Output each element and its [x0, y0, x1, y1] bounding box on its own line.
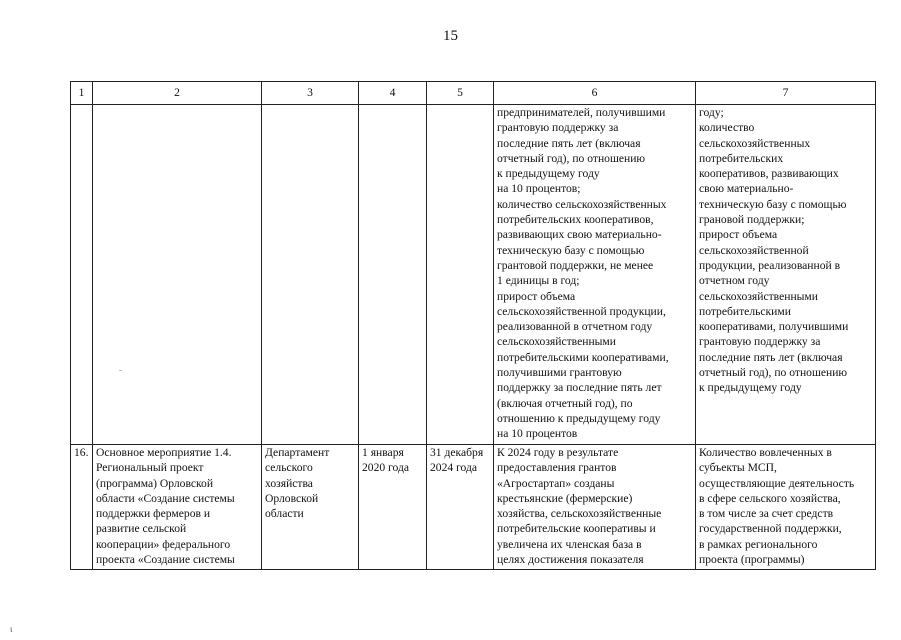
cell-number — [71, 105, 93, 445]
header-cell-5: 5 — [427, 82, 494, 105]
header-cell-6: 6 — [494, 82, 696, 105]
header-row — [71, 82, 876, 105]
cell-start-date — [359, 105, 427, 445]
cell-measure-name: Основное мероприятие 1.4. Региональный проект (программа) Орловской области «Создание системы поддержки фермеров и развитие сельской кооперации» федерального проекта «Создание системы — [93, 445, 262, 570]
cell-measure-name — [93, 105, 262, 445]
cell-start-date: 1 января 2020 года — [359, 445, 427, 570]
measures-table — [70, 81, 876, 570]
cell-number: 16. — [71, 445, 93, 570]
header-cell-2: 2 — [93, 82, 262, 105]
table-row-16 — [71, 445, 876, 570]
page-number: 15 — [443, 28, 458, 44]
table-row-continuation — [71, 105, 876, 445]
cell-expected-result: К 2024 году в результате предоставления грантов «Агростартап» созданы крестьянские (фермерские) хозяйства, сельскохозяйственные потребительские кооперативы и увеличена их членская база в целях достижения показателя — [494, 445, 696, 570]
header-cell-1: 1 — [71, 82, 93, 105]
header-cell-4: 4 — [359, 82, 427, 105]
scan-mark: ι — [10, 624, 13, 634]
cell-executor: Департамент сельского хозяйства Орловской области — [262, 445, 359, 570]
cell-end-date — [427, 105, 494, 445]
cell-executor — [262, 105, 359, 445]
cell-end-date: 31 декабря 2024 года — [427, 445, 494, 570]
header-cell-3: 3 — [262, 82, 359, 105]
scan-speck — [119, 370, 122, 371]
cell-indicator: году; количество сельскохозяйственных потребительских кооперативов, развивающих свою материально- техническую базу с помощью грановой поддержки; прирост объема сельскохозяйственной продукции, реализованной в отчетном году сельскохозяйственными потребительскими кооперативами, получившими грантовую поддержку за последние пять лет (включая отчетный год), по отношению к предыдущему году — [696, 105, 876, 445]
header-cell-7: 7 — [696, 82, 876, 105]
cell-expected-result: предпринимателей, получившими грантовую поддержку за последние пять лет (включая отчетный год), по отношению к предыдущему году на 10 процентов; количество сельскохозяйственных потребительских кооперативов, развивающих свою материально- техническую базу с помощью грантовой поддержки, не менее 1 единицы в год; прирост объема сельскохозяйственной продукции, реализованной в отчетном году сельскохозяйственными потребительскими кооперативами, получившими грантовую поддержку за последние пять лет (включая отчетный год), по отношению к предыдущему году на 10 процентов — [494, 105, 696, 445]
cell-indicator: Количество вовлеченных в субъекты МСП, осуществляющие деятельность в сфере сельского хозяйства, в том числе за счет средств государственной поддержки, в рамках регионального проекта (программы) — [696, 445, 876, 570]
